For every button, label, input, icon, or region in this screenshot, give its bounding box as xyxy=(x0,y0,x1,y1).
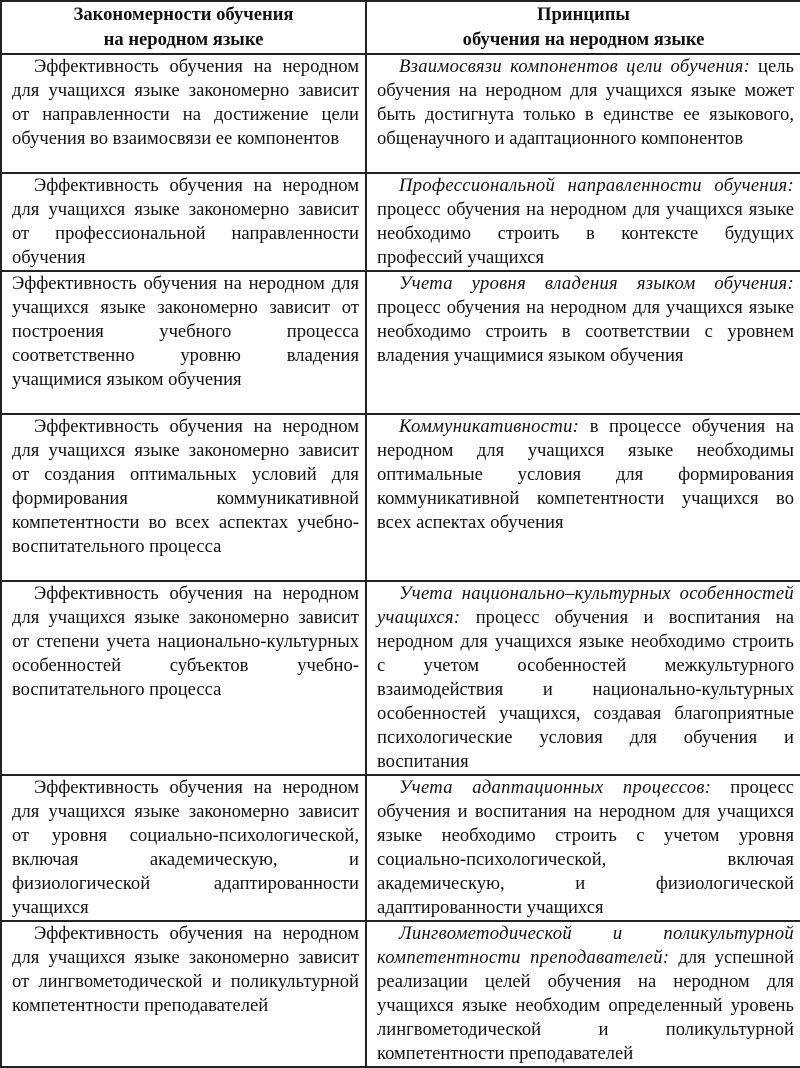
principle-paragraph xyxy=(377,776,794,920)
law-text: Эффективность обучения на неродном для учащихся языке закономерно зависит от построения учебного процесса соответственно уровню владения учащимися языком обучения xyxy=(12,273,359,390)
table-row xyxy=(1,581,800,775)
principle-name: Учета адаптационных процессов: xyxy=(399,777,712,798)
principle-paragraph xyxy=(377,922,794,1066)
principle-name: Взаимосвязи компонентов цели обучения: xyxy=(399,56,751,77)
table-row xyxy=(1,921,800,1067)
table-row xyxy=(1,271,800,414)
principle-paragraph xyxy=(377,174,794,270)
principle-paragraph xyxy=(377,582,794,774)
law-text: Эффективность обучения на неродном для учащихся языке закономерно зависит от создания оптимальных условий для формирования коммуникативной компетентности во всех аспектах учебно-воспитательного процесса xyxy=(12,416,359,557)
principle-paragraph xyxy=(377,272,794,368)
law-text: Эффективность обучения на неродном для учащихся языке закономерно зависит от лингвометодической и поликультурной компетентности преподавателей xyxy=(12,923,359,1016)
table-row xyxy=(1,414,800,581)
principle-paragraph xyxy=(377,415,794,535)
header-laws xyxy=(1,1,366,54)
principle-cell xyxy=(366,414,800,581)
principle-text: в процессе обучения на неродном для учащихся языке необходимы оптимальные условия для формирования коммуникативной компетентности учащихся во всех аспектах обучения xyxy=(377,416,794,533)
law-text: Эффективность обучения на неродном для учащихся языке закономерно зависит от уровня социально-психологической, включая академическую, и физиологической адаптированности учащихся xyxy=(12,777,359,918)
principle-cell xyxy=(366,271,800,414)
header-principles xyxy=(366,1,800,54)
law-cell xyxy=(1,271,366,414)
header-laws-line-1: Закономерности обучения xyxy=(73,4,294,25)
header-principles-line-1: Принципы xyxy=(537,4,630,25)
law-cell xyxy=(1,173,366,271)
principle-name: Лингвометодической и поликультурной компетентности преподавателей: xyxy=(377,923,794,968)
header-laws-line-2: на неродном языке xyxy=(103,29,264,50)
law-cell xyxy=(1,414,366,581)
principle-text: процесс обучения на неродном для учащихся языке необходимо строить в соответствии с уровнем владения учащимися языком обучения xyxy=(377,297,794,366)
principle-text: процесс обучения и воспитания на неродном для учащихся языке необходимо строить с учетом уровня социально-психологической, включая академическую, и физиологической адаптированности учащихся xyxy=(377,777,794,918)
principle-cell xyxy=(366,173,800,271)
header-principles-line-2: обучения на неродном языке xyxy=(462,29,705,50)
table-row xyxy=(1,173,800,271)
law-cell xyxy=(1,775,366,921)
principle-name: Профессиональной направленности обучения: xyxy=(399,175,794,196)
table-row xyxy=(1,54,800,173)
law-cell xyxy=(1,581,366,775)
principle-cell xyxy=(366,921,800,1067)
principle-cell xyxy=(366,775,800,921)
principle-name: Коммуникативности: xyxy=(399,416,580,437)
principle-text: процесс обучения на неродном для учащихся языке необходимо строить в контексте будущих профессий учащихся xyxy=(377,199,794,268)
principle-paragraph xyxy=(377,55,794,151)
principle-text: цель обучения на неродном для учащихся языке может быть достигнута только в единстве ее языкового, общенаучного и адаптационного компонентов xyxy=(377,56,794,149)
principle-text: для успешной реализации целей обучения на неродном для учащихся языке необходим определенный уровень лингвометодической и поликультурной компетентности преподавателей xyxy=(377,947,794,1064)
table-row xyxy=(1,775,800,921)
law-cell xyxy=(1,921,366,1067)
law-text: Эффективность обучения на неродном для учащихся языке закономерно зависит от профессиональной направленности обучения xyxy=(12,175,359,268)
principle-cell xyxy=(366,581,800,775)
header-row xyxy=(1,1,800,54)
principle-text: процесс обучения и воспитания на неродном для учащихся языке необходимо строить с учетом особенностей межкультурного взаимодействия и национально-культурных особенностей учащихся, создавая благоприятные психологические условия для обучения и воспитания xyxy=(377,607,794,772)
principle-cell xyxy=(366,54,800,173)
law-text: Эффективность обучения на неродном для учащихся языке закономерно зависит от направленности на достижение цели обучения во взаимосвязи ее компонентов xyxy=(12,56,359,149)
principle-name: Учета уровня владения языком обучения: xyxy=(399,273,794,294)
principle-name: Учета национально–культурных особенностей учащихся: xyxy=(377,583,794,628)
law-cell xyxy=(1,54,366,173)
law-text: Эффективность обучения на неродном для учащихся языке закономерно зависит от степени учета национально-культурных особенностей субъектов учебно-воспитательного процесса xyxy=(12,583,359,700)
